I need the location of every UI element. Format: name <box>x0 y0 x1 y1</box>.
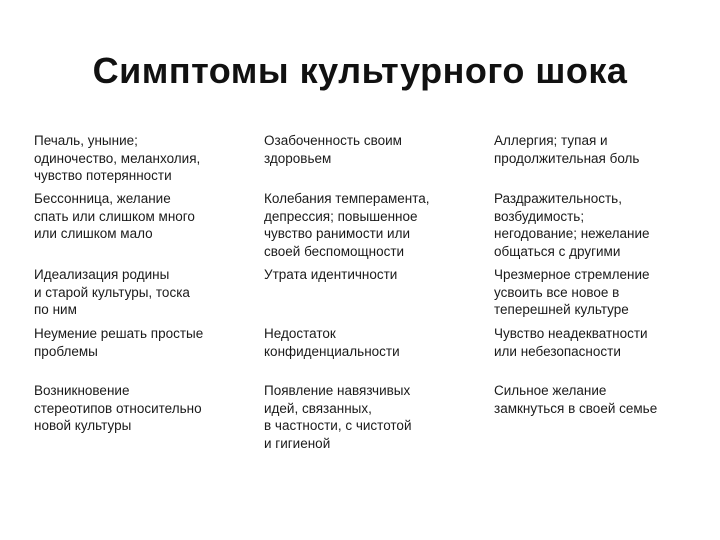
table-cell: Неумение решать простые проблемы <box>34 326 204 359</box>
table-row <box>34 266 694 325</box>
table-cell: Утрата идентичности <box>264 267 398 282</box>
table-row <box>34 132 694 190</box>
table-cell: Сильное желание замкнуться в своей семье <box>494 383 658 416</box>
page-title: Симптомы культурного шока <box>92 50 628 91</box>
table-cell: Возникновение стереотипов относительно новой культуры <box>34 383 202 433</box>
table-row <box>34 382 694 462</box>
table-cell: Бессонница, желание спать или слишком много или слишком мало <box>34 191 195 241</box>
symptoms-table <box>34 132 694 462</box>
table-row <box>34 190 694 266</box>
table-cell: Колебания темперамента, депрессия; повышенное чувство ранимости или своей беспомощности <box>264 191 430 259</box>
table-cell: Появление навязчивых идей, связанных, в частности, с чистотой и гигиеной <box>264 383 412 451</box>
table-cell: Чувство неадекватности или небезопасности <box>494 326 648 359</box>
table-cell: Недостаток конфиденциальности <box>264 326 400 359</box>
table-cell: Озабоченность своим здоровьем <box>264 133 402 166</box>
table-cell: Чрезмерное стремление усвоить все новое в теперешней культуре <box>494 267 650 317</box>
table-cell: Раздражительность, возбудимость; негодование; нежелание общаться с другими <box>494 191 650 259</box>
table-cell: Идеализация родины и старой культуры, тоска по ним <box>34 267 190 317</box>
table-cell: Печаль, уныние; одиночество, меланхолия, чувство потерянности <box>34 133 201 183</box>
table-cell: Аллергия; тупая и продолжительная боль <box>494 133 640 166</box>
table-row <box>34 325 694 382</box>
